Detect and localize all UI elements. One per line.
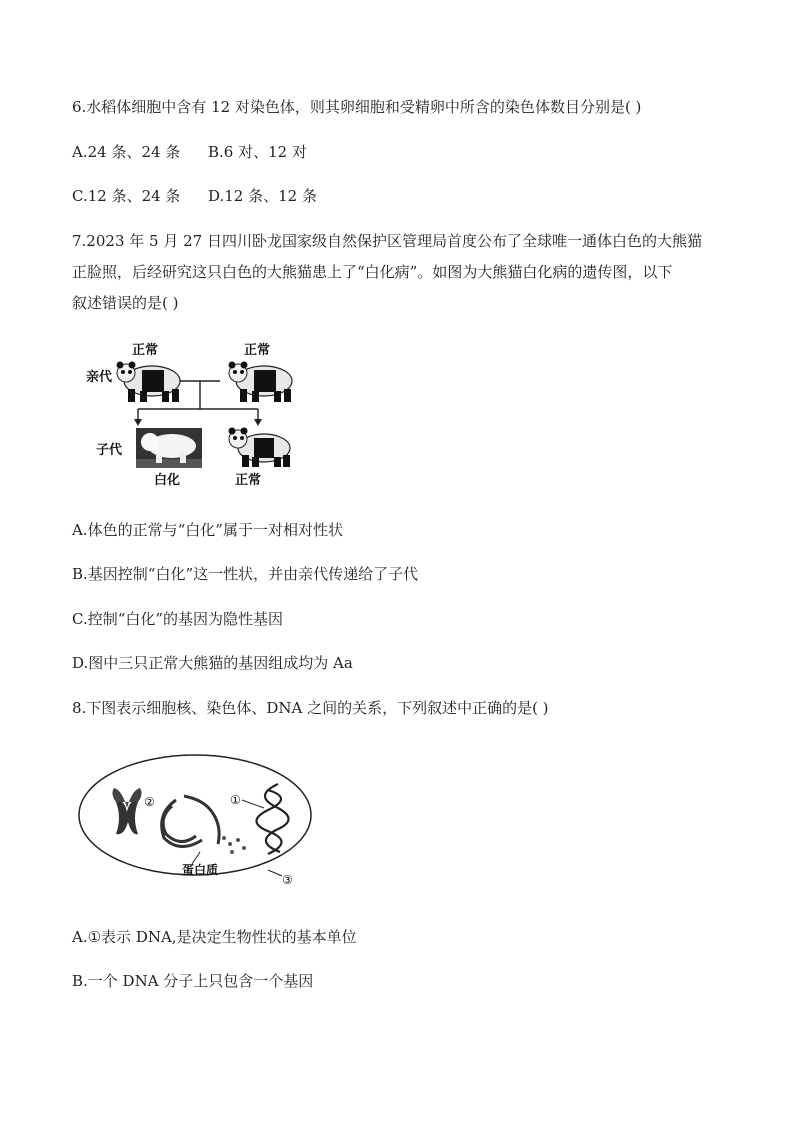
dna-helix-icon bbox=[256, 784, 288, 854]
q7-option-d: D.图中三只正常大熊猫的基因组成均为 Aa bbox=[72, 654, 353, 672]
q6-stem: 6.水稻体细胞中含有 12 对染色体，则其卵细胞和受精卵中所含的染色体数目分别是( ) bbox=[72, 98, 642, 116]
protein-label: 蛋白质 bbox=[182, 863, 219, 877]
q6-option-c: C.12 条、24 条 bbox=[72, 187, 181, 205]
q8-stem: 8.下图表示细胞核、染色体、DNA 之间的关系，下列叙述中正确的是( ) bbox=[72, 699, 549, 717]
child-generation-label: 子代 bbox=[96, 443, 123, 458]
parent1-label: 正常 bbox=[132, 343, 159, 358]
q7-stem-line-2: 正脸照，后经研究这只白色的大熊猫患上了“白化病”。如图为大熊猫白化病的遗传图，以下 bbox=[72, 263, 673, 281]
child1-label: 白化 bbox=[154, 473, 181, 488]
q6-option-a: A.24 条、24 条 bbox=[72, 143, 181, 161]
marker-2: ② bbox=[144, 795, 155, 809]
child2-label: 正常 bbox=[235, 473, 262, 488]
q8-option-b: B.一个 DNA 分子上只包含一个基因 bbox=[72, 972, 314, 990]
albino-panda-photo bbox=[136, 428, 202, 468]
panda-parent1-icon bbox=[117, 362, 181, 403]
marker-3: ③ bbox=[282, 873, 293, 887]
panda-child-normal-icon bbox=[229, 428, 291, 468]
coiled-chromatin-icon bbox=[162, 796, 219, 847]
q7-option-c: C.控制“白化”的基因为隐性基因 bbox=[72, 610, 284, 628]
q8-option-a: A.①表示 DNA,是决定生物性状的基本单位 bbox=[72, 928, 357, 946]
arrow-right-icon bbox=[254, 419, 262, 426]
marker-1: ① bbox=[230, 793, 241, 807]
q7-stem-line-1: 7.2023 年 5 月 27 日四川卧龙国家级自然保护区管理局首度公布了全球唯一通体白色的大熊猫 bbox=[72, 232, 702, 250]
marker-3-leader bbox=[268, 870, 282, 876]
chromosome-icon bbox=[112, 788, 141, 834]
q7-option-b: B.基因控制“白化”这一性状，并由亲代传递给了子代 bbox=[72, 565, 419, 583]
panda-inheritance-diagram bbox=[80, 335, 310, 490]
q6-option-b: B.6 对、12 对 bbox=[208, 143, 307, 161]
q6-option-d: D.12 条、12 条 bbox=[208, 187, 317, 205]
cell-nucleus-outline bbox=[79, 755, 311, 875]
parent-generation-label: 亲代 bbox=[86, 370, 113, 385]
arrow-left-icon bbox=[134, 419, 142, 426]
q7-stem-line-3: 叙述错误的是( ) bbox=[72, 294, 179, 312]
dna-beads-icon bbox=[222, 836, 246, 854]
parent2-label: 正常 bbox=[244, 343, 271, 358]
panda-parent2-icon bbox=[229, 362, 293, 403]
q7-option-a: A.体色的正常与“白化”属于一对相对性状 bbox=[72, 521, 343, 539]
cell-nucleus-diagram bbox=[72, 748, 322, 890]
marker-1-leader bbox=[242, 800, 264, 808]
